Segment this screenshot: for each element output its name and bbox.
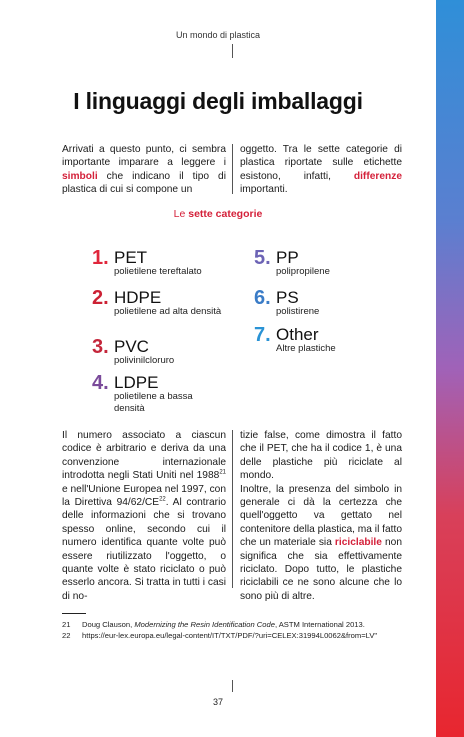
category-name: HDPE	[114, 288, 162, 307]
category-description: polipropilene	[276, 266, 330, 277]
intro-left-text: Arrivati a questo punto, ci sembra importante imparare a leggere i	[62, 144, 226, 169]
intro-right-highlight: differenze	[353, 170, 402, 182]
category-description: polietilene a bassa densità	[114, 391, 193, 414]
footnote-title: Modernizing the Resin Identification Code	[134, 620, 275, 629]
categories-heading	[0, 208, 436, 220]
footnote-ref-21[interactable]: 21	[219, 469, 226, 476]
bottom-rule	[232, 680, 233, 692]
category-name: PS	[276, 288, 299, 307]
body-left-column	[62, 429, 226, 603]
category-number: 5.	[254, 247, 271, 269]
body-left-text-2: e nell'Unione Europea nel 1997, con la Direttiva 94/62/CE	[62, 483, 226, 509]
intro-right-column	[240, 143, 402, 197]
category-name: LDPE	[114, 373, 159, 392]
intro-left-highlight: simboli	[62, 170, 98, 182]
footnote-number: 22	[62, 631, 71, 640]
footnote-ref-22[interactable]: 22	[159, 496, 166, 503]
page-title: I linguaggi degli imballaggi	[73, 88, 363, 114]
category-description: polistirene	[276, 306, 320, 317]
category-description: polietilene ad alta densità	[114, 306, 222, 317]
footnote-link[interactable]: https://eur-lex.europa.eu/legal-content/IT/TXT/PDF/?uri=CELEX:31994L0062&from=LV"	[82, 631, 378, 640]
category-name: Other	[276, 325, 319, 344]
footnote-22	[62, 631, 382, 641]
intro-right-text-end: importanti.	[240, 184, 288, 196]
category-description: polietilene tereftalato	[114, 266, 202, 277]
intro-left-text-end: che indicano il tipo di plastica di cui si compone un	[62, 170, 226, 196]
body-right-highlight: riciclabile	[334, 537, 382, 549]
category-name: PET	[114, 248, 148, 267]
intro-right-text: oggetto. Tra le sette categorie di plastica riportate sulle etichette esistono, infatti,	[240, 144, 402, 182]
footnote-21	[62, 620, 402, 630]
category-name: PVC	[114, 337, 149, 356]
footnote-number: 21	[62, 620, 71, 629]
category-name: PP	[276, 248, 299, 267]
category-number: 6.	[254, 287, 271, 309]
body-right-text-end: non significa che sia effettivamente riciclato. Dopo tutto, le plastiche riciclabili ce ne sono alcune che lo sono più di altre.	[240, 537, 402, 602]
category-number: 2.	[92, 287, 109, 309]
category-description: Altre plastiche	[276, 343, 336, 354]
intro-left-column	[62, 143, 226, 197]
page-number: 37	[212, 697, 223, 707]
category-number: 7.	[254, 324, 271, 346]
body-right-paragraph-2	[240, 483, 402, 604]
categories-heading-prefix: Le	[173, 208, 189, 220]
categories-heading-bold: sette categorie	[188, 208, 263, 220]
body-right-paragraph-1: tizie false, come dimostra il fatto che il PET, che ha il codice 1, è una delle plastiche più riciclate al mondo.	[240, 430, 402, 482]
body-left-text-1: Il numero associato a ciascun codice è arbitrario e deriva da una convenzione internazionale introdotta negli Stati Uniti nel 1988	[62, 430, 226, 482]
category-number: 3.	[92, 336, 109, 358]
footnote-text: Doug Clauson,	[82, 620, 135, 629]
top-rule	[232, 44, 233, 58]
footnote-text-end: , ASTM International 2013.	[274, 620, 365, 629]
category-description: polivinilcloruro	[114, 355, 175, 366]
body-column-divider	[232, 430, 233, 588]
running-head: Un mondo di plastica	[175, 30, 261, 40]
body-right-text: Inoltre, la presenza del simbolo in generale ci dà la certezza che quell'oggetto va gettato nel contenitore della plastica, ma il fatto che un materiale sia	[240, 483, 402, 549]
intro-column-divider	[232, 144, 233, 194]
footnote-rule	[62, 613, 86, 614]
category-number: 1.	[92, 247, 109, 269]
body-left-text-3: . Al contrario delle informazioni che si trovano spesso online, secondo cui il numero identifica quante volte può essere riutilizzato l'oggetto, o quante volte è stato riciclato o può esserlo ancora. Si tratta in tutti i casi di no-	[62, 497, 226, 602]
category-number: 4.	[92, 372, 109, 394]
body-right-column	[240, 429, 402, 603]
edge-gradient-bar	[436, 0, 464, 737]
